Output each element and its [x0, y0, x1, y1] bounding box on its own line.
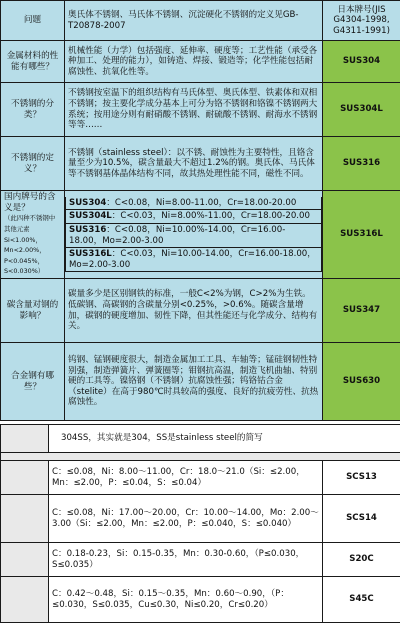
grade-list-cell [65, 191, 323, 279]
composition-cell: C：0.42～0.48，Si：0.15～0.35，Mn：0.60～0.90，（P：≤0.030，S≤0.035，Cu≤0.30，Ni≤0.20，Cr≤0.20） [49, 577, 323, 623]
composition-cell: C：≤0.08，Ni：8.00～11.00，Cr：18.0～21.0（Si：≤2.00，Mn：≤2.00，P：≤0.04，S：≤0.04） [49, 461, 323, 495]
grade-cell: SCS14 [323, 495, 400, 543]
question-cell [1, 191, 65, 279]
header-jis-standard [323, 1, 400, 41]
table-row [1, 343, 400, 421]
answer-cell: 碳量多少是区别钢铁的标准，一般C<2%为钢，C>2%为生铁。低碳钢、高碳钢的含碳量分别<0.25%，>0.6%。随碳含量增加，碳钢的硬度增加、韧性下降，但其性能还与化学成分、结构有关。 [65, 279, 323, 343]
blank-cell [1, 495, 49, 543]
grade-composition: ：C<0.03，Ni=10.00-14.00，Cr=16.00-18.00，Mo=2.00-3.00 [69, 249, 316, 270]
spacer-cell [1, 453, 400, 461]
grade-cell: SUS304 [323, 41, 400, 83]
grade-entry [66, 197, 322, 210]
table-row [1, 137, 400, 191]
grade-code: SUS316 [69, 225, 106, 235]
grade-cell: SUS316L [323, 191, 400, 279]
spacer-row [1, 453, 400, 461]
note-row [1, 425, 400, 453]
answer-cell: 不锈钢按室温下的组织结构有马氏体型、奥氏体型、铁素体和双相不锈钢；按主要化学成分基本上可分为铬不锈钢和铬镍不锈钢两大系统；按用途分则有耐硝酸不锈钢、耐硫酸不锈钢、耐海水不锈钢等等…… [65, 83, 323, 137]
grade-code: SUS316L [69, 249, 112, 259]
header-types: 奥氏体不锈钢、马氏体不锈钢、沉淀硬化不锈钢的定义见GB-T20878-2007 [65, 1, 323, 41]
grade-cell: SCS13 [323, 461, 400, 495]
table-row [1, 543, 400, 577]
grade-code: SUS304 [69, 198, 106, 208]
question-cell: 不锈钢的定义？ [1, 137, 65, 191]
question-cell: 金属材料的性能有哪些？ [1, 41, 65, 83]
blank-cell [1, 461, 49, 495]
grade-cell: SUS630 [323, 343, 400, 421]
grade-code: SUS304L [69, 211, 112, 221]
grade-composition: ：C<0.08，Ni=8.00-11.00，Cr=18.00-20.00 [106, 198, 296, 208]
grade-cell: S45C [323, 577, 400, 623]
header-question: 问题 [1, 1, 65, 41]
answer-cell: 不锈钢（stainless steel）：以不锈、耐蚀性为主要特性，且铬含量至少为10.5%，碳含量最大不超过1.2%的钢。奥氏体、马氏体等不锈钢基体晶体结构不同，故其热处理性能不同，磁性不同。 [65, 137, 323, 191]
answer-cell: 钨钢、锰钢硬度很大，制造金属加工工具、车轴等；锰硅钢韧性特别强，制造弹簧片、弹簧圈等；钼钢抗高温，制造飞机曲轴、特别硬的工具等。镍铬钢（不锈钢）抗腐蚀性强；钨铬钴合金（stelite）在高于980℃时具较高的强度、良好的抗疲劳性、抗热腐蚀性。 [65, 343, 323, 421]
question-note: （此四种不锈钢中其他元素Si<1.00%，Mn<2.00%，P<0.045%，S<0.030%） [4, 214, 55, 275]
note-cell: 304SS，其实就是304，SS是stainless steel的简写 [49, 425, 400, 453]
grade-list [65, 197, 322, 273]
table-row [1, 83, 400, 137]
header-row [1, 1, 400, 41]
answer-cell: 机械性能（力学）包括强度、延伸率、硬度等；工艺性能（承受各种加工、处理的能力），如铸造、焊接、锻造等；化学性能包括耐腐蚀性、抗氧化性等。 [65, 41, 323, 83]
header-jis-line3: G4311-1991) [333, 26, 390, 36]
composition-cell: C：≤0.08，Ni：17.00～20.00，Cr：10.00～14.00，Mo：2.00～3.00（Si：≤2.00，Mn：≤2.00，P：≤0.040，S：≤0.040） [49, 495, 323, 543]
grade-cell: S20C [323, 543, 400, 577]
table-row [1, 577, 400, 623]
blank-cell [1, 577, 49, 623]
question-cell: 不锈钢的分类？ [1, 83, 65, 137]
question-cell: 碳含量对钢的影响？ [1, 279, 65, 343]
question-cell: 合金钢有哪些？ [1, 343, 65, 421]
blank-cell [1, 425, 49, 453]
blank-cell [1, 543, 49, 577]
header-jis-line1: 日本牌号(JIS [337, 5, 385, 15]
grade-entry [66, 223, 322, 247]
grade-cell: SUS347 [323, 279, 400, 343]
grade-cell: SUS304L [323, 83, 400, 137]
table-row [1, 191, 400, 279]
table-row [1, 495, 400, 543]
grade-entry [66, 248, 322, 272]
composition-cell: C：0.18-0.23，Si：0.15-0.35，Mn：0.30-0.60，（P≤0.030，S≤0.035） [49, 543, 323, 577]
grade-composition: ：C<0.03，Ni=8.00%-11.00，Cr=18.00-20.00 [112, 211, 310, 221]
table-row [1, 279, 400, 343]
grade-cell: SUS316 [323, 137, 400, 191]
grade-entry [66, 210, 322, 224]
table-row [1, 461, 400, 495]
question-main: 国内牌号的含义是？ [4, 192, 56, 213]
header-jis-line2: G4304-1998, [333, 15, 389, 25]
lower-table [0, 424, 400, 623]
table-row [1, 41, 400, 83]
grade-composition: ：C<0.08，Ni=10.00%-14.00，Cr=16.00-18.00，Mo=2.00-3.00 [69, 225, 285, 246]
